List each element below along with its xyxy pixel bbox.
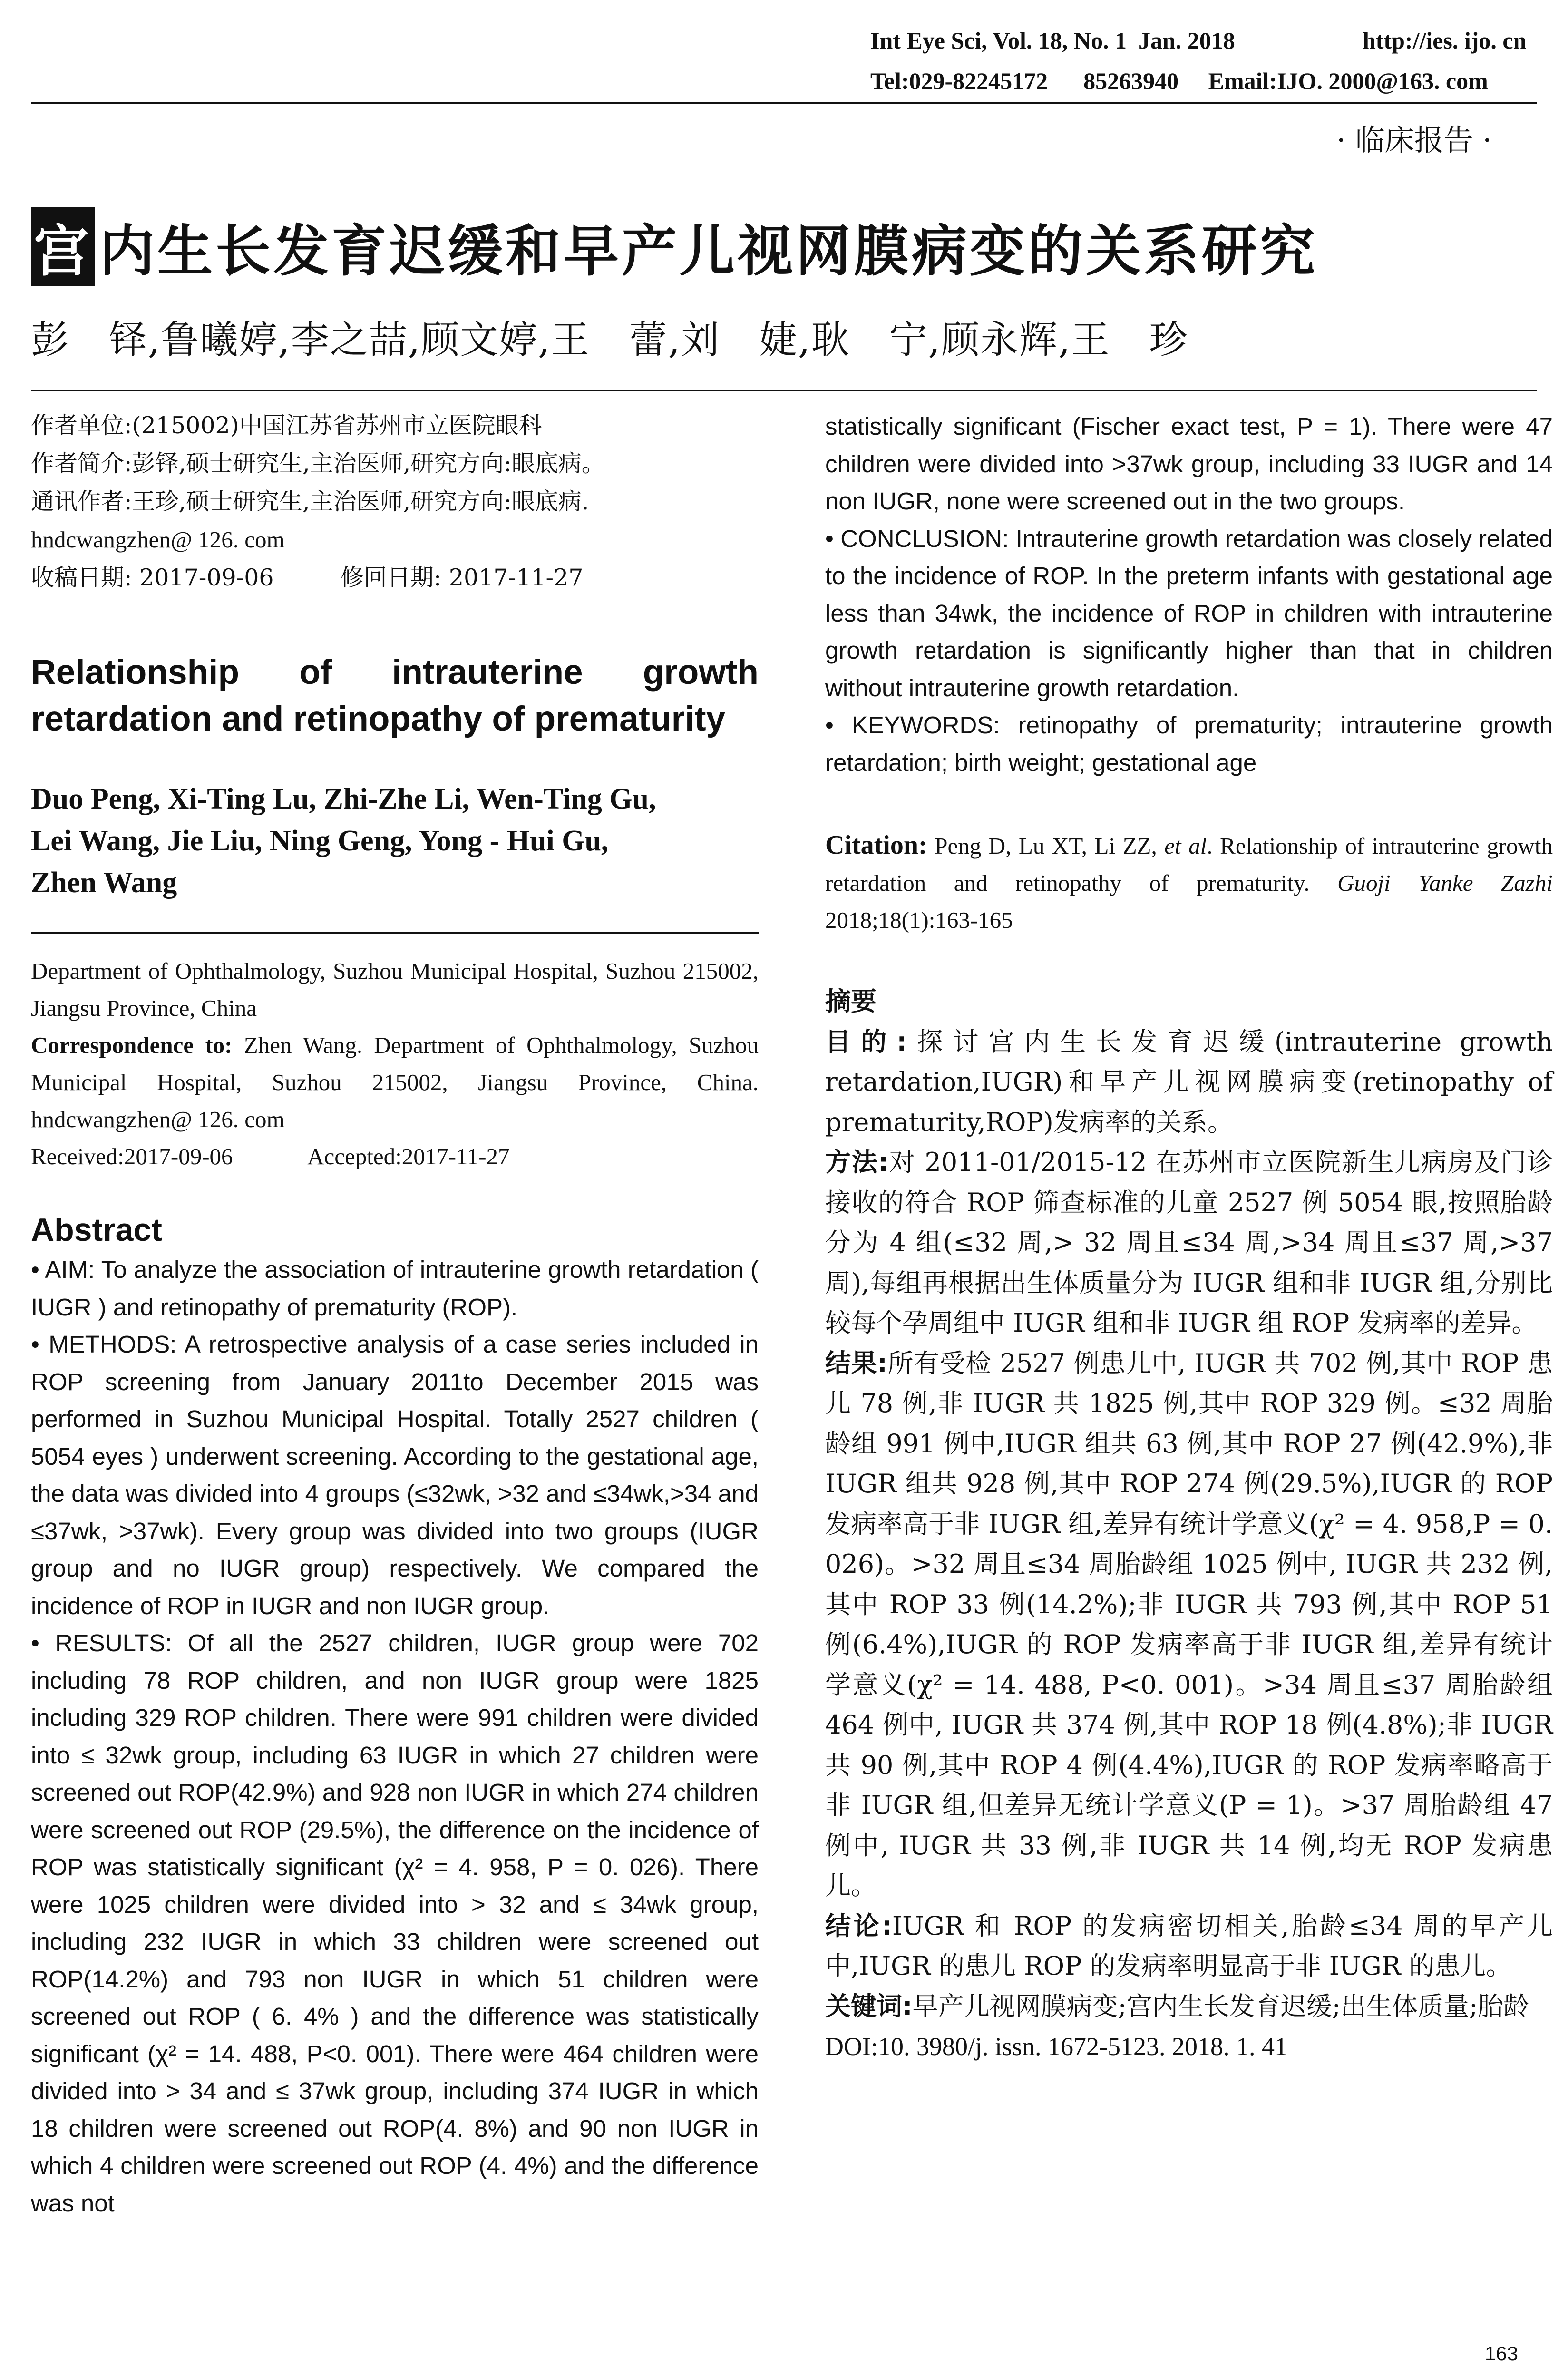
cn-results xyxy=(825,1344,1553,1906)
abstract-continued xyxy=(825,408,1553,781)
abstract-body xyxy=(31,1251,759,2222)
correspondence-label: Correspondence to: xyxy=(31,1032,233,1058)
title-text: 内生长发育迟缓和早产儿视网膜病变的关系研究 xyxy=(99,219,1318,283)
received-date-en: Received:2017-09-06 xyxy=(31,1143,233,1169)
left-column xyxy=(31,407,759,2222)
cn-methods-label: 方法: xyxy=(825,1147,889,1177)
journal-issue: No. 1 xyxy=(1073,27,1127,54)
citation-volume: 2018;18(1):163-165 xyxy=(825,907,1013,933)
journal-name: Int Eye Sci xyxy=(870,27,982,54)
corresponding-author: 通讯作者:王珍,硕士研究生,主治医师,研究方向:眼底病. xyxy=(31,488,589,515)
cn-keywords-text: 早产儿视网膜病变;宫内生长发育迟缓;出生体质量;胎龄 xyxy=(912,1991,1529,2021)
english-title-line1: Relationship of intrauterine growth xyxy=(31,653,759,692)
journal-volume: Vol. 18 xyxy=(993,27,1062,54)
chinese-abstract xyxy=(825,982,1553,2067)
english-authors-line3: Zhen Wang xyxy=(31,867,177,899)
abstract-heading: Abstract xyxy=(31,1212,162,1248)
corresponding-email: hndcwangzhen@ 126. com xyxy=(31,526,285,553)
dates-en xyxy=(31,1138,759,1175)
author-info xyxy=(31,407,759,597)
abstract-aim: • AIM: To analyze the association of intrauterine growth retardation ( IUGR ) and retinopathy of prematurity (ROP). xyxy=(31,1256,759,1321)
cn-results-label: 结果: xyxy=(825,1348,887,1378)
page-number: 163 xyxy=(1484,2342,1518,2365)
revised-date-cn: 修回日期: 2017-11-27 xyxy=(340,564,584,591)
cn-methods-text: 对 2011-01/2015-12 在苏州市立医院新生儿病房及门诊接收的符合 ROP 筛查标准的儿童 2527 例 5054 眼,按照胎龄分为 4 组(≤32 周,> 32 周且≤34 周,>34 周且≤37 周,>37 周),每组再根据出生体质量分为 IUGR 组和非 IUGR 组,分别比较每个孕周组中 IUGR 组和非 IUGR 组 ROP 发病率的差异。 xyxy=(825,1147,1553,1338)
journal-url[interactable]: http://ies. ijo. cn xyxy=(1363,27,1527,54)
dates-cn xyxy=(31,559,759,597)
affiliation: Department of Ophthalmology, Suzhou Municipal Hospital, Suzhou 215002, Jiangsu Province, China xyxy=(31,958,759,1021)
author-unit: 作者单位:(215002)中国江苏省苏州市立医院眼科 xyxy=(31,412,542,439)
right-column xyxy=(825,408,1553,2067)
received-date-cn: 收稿日期: 2017-09-06 xyxy=(31,564,274,591)
abstract-methods: • METHODS: A retrospective analysis of a case series included in ROP screening from January 2011to December 2015 was performed in Suzhou Municipal Hospital. Totally 2527 children ( 5054 eyes ) underwent screening. According to the gestational age, the data was divided into 4 groups (≤32wk, >32 and ≤34wk,>34 and ≤37wk, >37wk). Every group was divided into two groups (IUGR group and no IUGR group) respectively. We compared the incidence of ROP in IUGR and non IUGR group. xyxy=(31,1331,759,1619)
running-header-line1: Int Eye Sci, Vol. 18, No. 1 Jan. 2018 xyxy=(870,27,1235,54)
affiliation-block xyxy=(31,953,759,1175)
cn-abstract-heading: 摘要 xyxy=(825,986,877,1016)
citation-authors: Peng D, Lu XT, Li ZZ, xyxy=(935,833,1157,859)
doi[interactable]: DOI:10. 3980/j. issn. 1672-5123. 2018. 1. 41 xyxy=(825,2032,1287,2061)
citation-journal: Guoji Yanke Zazhi xyxy=(1337,870,1553,896)
english-title xyxy=(31,649,759,742)
authors-rule xyxy=(31,390,1537,391)
citation xyxy=(825,827,1553,939)
title-first-char: 宫 xyxy=(31,207,95,286)
author-intro: 作者简介:彭铎,硕士研究生,主治医师,研究方向:眼底病。 xyxy=(31,450,605,477)
running-header-line2 xyxy=(870,69,1488,93)
english-authors-line1: Duo Peng, Xi-Ting Lu, Zhi-Zhe Li, Wen-Ting Gu, xyxy=(31,783,656,815)
journal-email: Email:IJO. 2000@163. com xyxy=(1208,68,1488,94)
journal-tel: Tel:029-82245172 xyxy=(870,68,1048,94)
cn-aim xyxy=(825,1022,1553,1143)
cn-conclusion xyxy=(825,1906,1553,1987)
article-title xyxy=(31,207,1318,286)
cn-aim-text: 探讨宫内生长发育迟缓(intrauterine growth retardation,IUGR)和早产儿视网膜病变(retinopathy of prematurity,ROP)发病率的关系。 xyxy=(825,1026,1553,1137)
cn-aim-label: 目的: xyxy=(825,1026,907,1057)
cn-results-text: 所有受检 2527 例患儿中, IUGR 共 702 例,其中 ROP 患儿 78 例,非 IUGR 共 1825 例,其中 ROP 329 例。≤32 周胎龄组 991 例中,IUGR 组共 63 例,其中 ROP 27 例(42.9%),非 IUGR 组共 928 例,其中 ROP 274 例(29.5%),IUGR 的 ROP 发病率高于非 IUGR 组,差异有统计学意义(χ² = 4. 958,P = 0. 026)。>32 周且≤34 周胎龄组 1025 例中, IUGR 共 232 例,其中 ROP 33 例(14.2%);非 IUGR 共 793 例,其中 ROP 51 例(6.4%),IUGR 的 ROP 发病率高于非 IUGR 组,差异有统计学意义(χ² = 14. 488, P<0. 001)。>34 周且≤37 周胎龄组 464 例中, IUGR 共 374 例,其中 ROP 18 例(4.8%);非 IUGR 共 90 例,其中 ROP 4 例(4.4%),IUGR 的 ROP 发病率略高于非 IUGR 组,但差异无统计学意义(P = 1)。>37 周胎龄组 47 例中, IUGR 共 33 例,非 IUGR 共 14 例,均无 ROP 发病患儿。 xyxy=(825,1348,1553,1900)
cn-keywords-label: 关键词: xyxy=(825,1991,913,2021)
english-authors-line2: Lei Wang, Jie Liu, Ning Geng, Yong - Hui Gu, xyxy=(31,825,609,857)
english-authors xyxy=(31,778,759,904)
journal-date: Jan. 2018 xyxy=(1139,27,1235,54)
citation-etal: et al xyxy=(1164,833,1207,859)
section-tag: · 临床报告 · xyxy=(1336,123,1492,157)
cn-conclusion-label: 结论: xyxy=(825,1910,892,1941)
abstract-conclusion: • CONCLUSION: Intrauterine growth retardation was closely related to the incidence of ROP. In the preterm infants with gestational age less than 34wk, the incidence of ROP in children with intrauterine growth retardation is significantly higher than that in children without intrauterine growth retardation. xyxy=(825,525,1553,701)
abstract-keywords: • KEYWORDS: retinopathy of prematurity; intrauterine growth retardation; birth weight; gestational age xyxy=(825,711,1553,776)
cn-keywords xyxy=(825,1987,1553,2027)
citation-label: Citation: xyxy=(825,830,927,860)
correspondence xyxy=(31,1027,759,1138)
affiliation-rule xyxy=(31,932,759,934)
abstract-results-continued: statistically significant (Fischer exact test, P = 1). There were 47 children were divided into >37wk group, including 33 IUGR and 14 non IUGR, none were screened out in the two groups. xyxy=(825,413,1553,515)
accepted-date-en: Accepted:2017-11-27 xyxy=(307,1143,510,1169)
abstract-results: • RESULTS: Of all the 2527 children, IUGR group were 702 including 78 ROP children, and non IUGR group were 1825 including 329 ROP children. There were 991 children were divided into ≤ 32wk group, including 63 IUGR in which 27 children were screened out ROP(42.9%) and 928 non IUGR in which 274 children were screened out ROP (29.5%), the difference on the incidence of ROP was statistically significant (χ² = 4. 958, P = 0. 026). There were 1025 children were divided into > 32 and ≤ 34wk group, including 232 IUGR in which 33 children were screened out ROP(14.2%) and 793 non IUGR in which 51 children were screened out ROP ( 6. 4% ) and the difference was statistically significant (χ² = 14. 488, P<0. 001). There were 464 children were divided into > 34 and ≤ 37wk group, including 374 IUGR in which 18 children were screened out ROP(4. 8%) and 90 non IUGR in which 4 children were screened out ROP (4. 4%) and the difference was not xyxy=(31,1629,759,2217)
authors-cn: 彭 铎,鲁曦婷,李之喆,顾文婷,王 蕾,刘 婕,耿 宁,顾永辉,王 珍 xyxy=(31,318,1188,362)
cn-methods xyxy=(825,1142,1553,1344)
header-rule xyxy=(31,102,1537,104)
cn-conclusion-text: IUGR 和 ROP 的发病密切相关,胎龄≤34 周的早产儿中,IUGR 的患儿 ROP 的发病率明显高于非 IUGR 的患儿。 xyxy=(825,1910,1553,1981)
citation-title: . Relationship of intrauterine growth retardation and retinopathy of prematurity. xyxy=(825,833,1553,896)
english-title-line2: retardation and retinopathy of prematurity xyxy=(31,700,726,738)
journal-tel2: 85263940 xyxy=(1083,68,1179,94)
correspondence-text: Zhen Wang. Department of Ophthalmology, Suzhou Municipal Hospital, Suzhou 215002, Jiangsu Province, China. hndcwangzhen@ 126. com xyxy=(31,1032,759,1132)
